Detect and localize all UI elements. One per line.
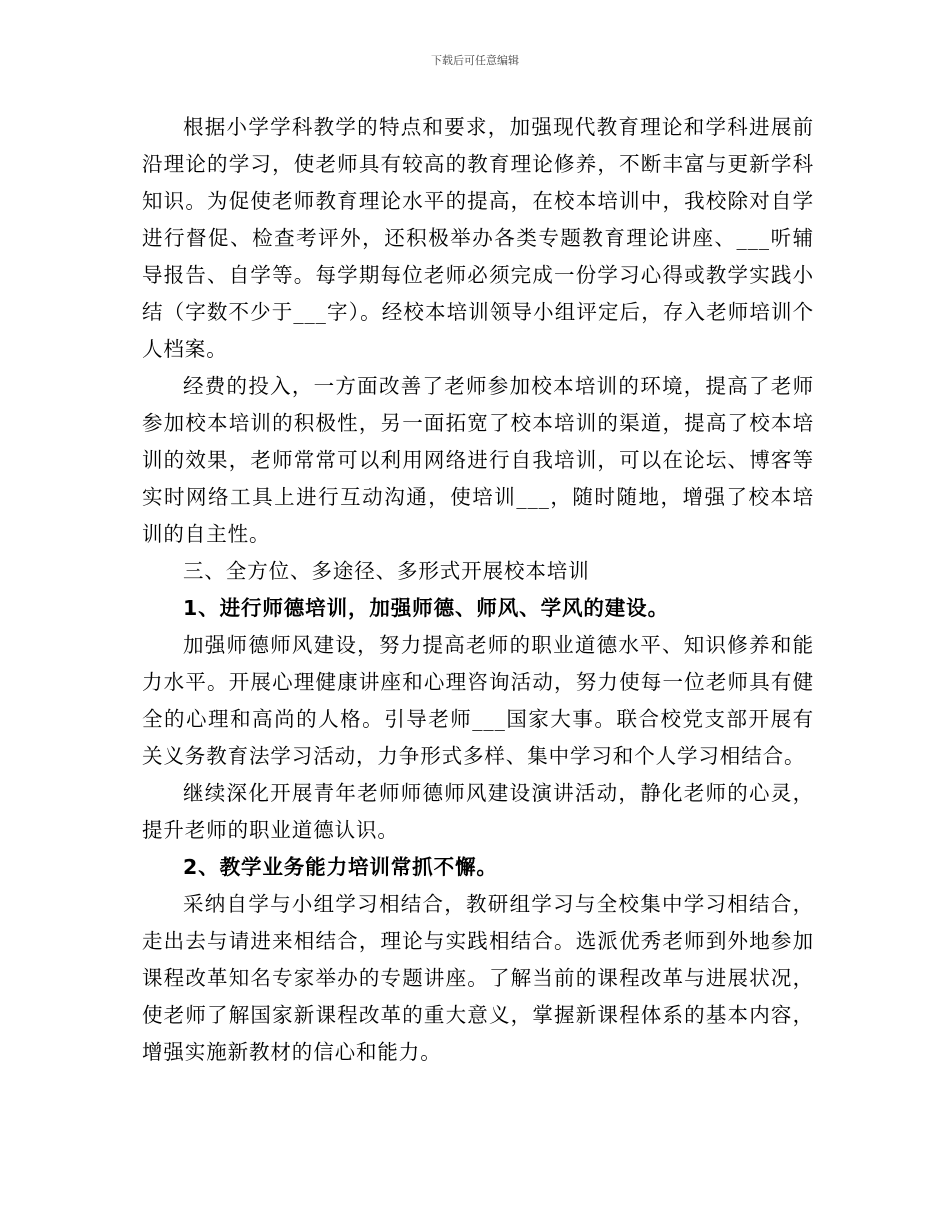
document-body [142, 109, 814, 1071]
subheading-teaching-ability: 2、教学业务能力培训常抓不懈。 [183, 855, 498, 879]
subheading-ethics-training: 1、进行师德培训，加强师德、师风、学风的建设。 [183, 596, 669, 620]
paragraph-ethics: 加强师德师风建设，努力提高老师的职业道德水平、知识修养和能力水平。开展心理健康讲座和心理咨询活动，努力使每一位老师具有健全的心理和高尚的人格。引导老师___国家大事。联合校党支部开展有关义务教育法学习活动，力争形式多样、集中学习和个人学习相结合。 [142, 633, 814, 768]
paragraph-funding: 经费的投入，一方面改善了老师参加校本培训的环境，提高了老师参加校本培训的积极性，另一面拓宽了校本培训的渠道，提高了校本培训的效果，老师常常可以利用网络进行自我培训，可以在论坛、博客等实时网络工具上进行互动沟通，使培训___，随时随地，增强了校本培训的自主性。 [142, 374, 814, 546]
header-note: 下载后可任意编辑 [431, 54, 519, 67]
paragraph-theory-study: 根据小学学科教学的特点和要求，加强现代教育理论和学科进展前沿理论的学习，使老师具有较高的教育理论修养，不断丰富与更新学科知识。为促使老师教育理论水平的提高，在校本培训中，我校除对自学进行督促、检查考评外，还积极举办各类专题教育理论讲座、___听辅导报告、自学等。每学期每位老师必须完成一份学习心得或教学实践小结（字数不少于___字）。经校本培训领导小组评定后，存入老师培训个人档案。 [142, 115, 814, 361]
section-heading-three: 三、全方位、多途径、多形式开展校本培训 [183, 559, 590, 583]
paragraph-teaching-ability: 采纳自学与小组学习相结合，教研组学习与全校集中学习相结合，走出去与请进来相结合，理论与实践相结合。选派优秀老师到外地参加课程改革知名专家举办的专题讲座。了解当前的课程改革与进展状况，使老师了解国家新课程改革的重大意义，掌握新课程体系的基本内容，增强实施新教材的信心和能力。 [142, 892, 814, 1064]
paragraph-speech-activity: 继续深化开展青年老师师德师风建设演讲活动，静化老师的心灵，提升老师的职业道德认识。 [142, 781, 814, 842]
